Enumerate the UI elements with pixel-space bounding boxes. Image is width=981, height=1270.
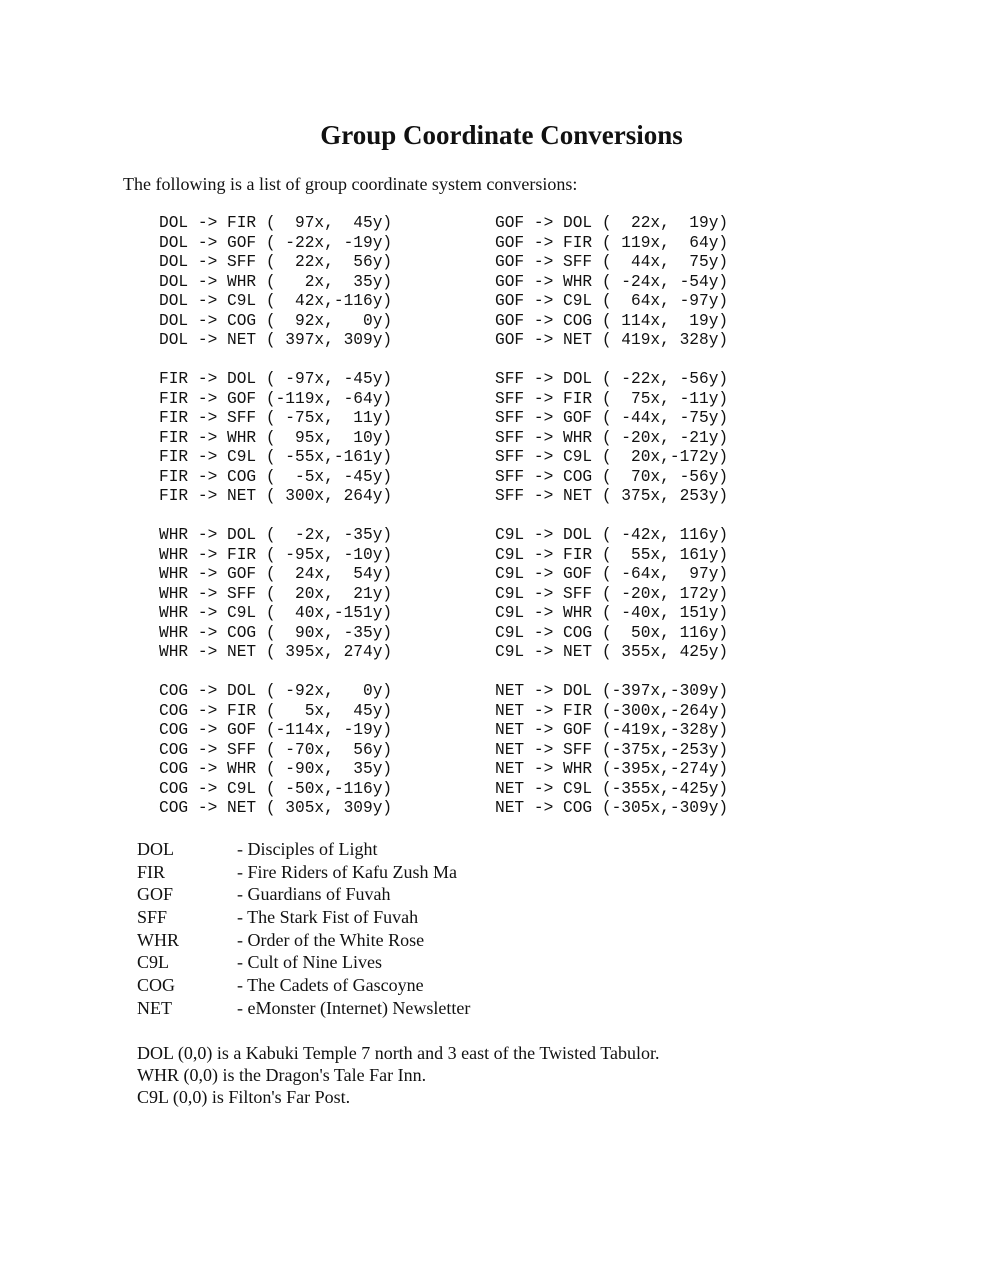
legend-abbr: C9L <box>137 952 170 973</box>
conversion-row: NET -> COG (-305x,-309y) <box>495 799 729 817</box>
legend-item <box>137 997 470 1020</box>
conversion-row: WHR -> SFF ( 20x, 21y) <box>159 584 393 603</box>
legend-desc: - Guardians of Fuvah <box>237 884 391 905</box>
conversion-row: FIR -> C9L ( -55x,-161y) <box>159 448 393 466</box>
conversion-row: WHR -> C9L ( 40x,-151y) <box>159 604 393 622</box>
legend-desc: - The Cadets of Gascoyne <box>237 975 424 996</box>
conversion-row: GOF -> FIR ( 119x, 64y) <box>495 233 729 252</box>
conversion-row: C9L -> COG ( 50x, 116y) <box>495 623 729 642</box>
conversion-row: FIR -> GOF (-119x, -64y) <box>159 389 393 408</box>
conversion-row: NET -> FIR (-300x,-264y) <box>495 701 729 720</box>
conversion-row: WHR -> COG ( 90x, -35y) <box>159 623 393 642</box>
conversion-row: WHR -> FIR ( -95x, -10y) <box>159 545 393 564</box>
conversion-row: SFF -> WHR ( -20x, -21y) <box>495 428 729 447</box>
conversion-group <box>159 214 392 351</box>
conversion-row: SFF -> COG ( 70x, -56y) <box>495 467 729 486</box>
conversion-row: FIR -> DOL ( -97x, -45y) <box>159 370 393 388</box>
conversion-row: GOF -> C9L ( 64x, -97y) <box>495 292 729 310</box>
page-title: Group Coordinate Conversions <box>320 120 683 150</box>
legend-desc: - The Stark Fist of Fuvah <box>237 907 419 928</box>
legend-abbr: FIR <box>137 861 166 882</box>
conversion-group <box>495 370 728 507</box>
legend-abbr: WHR <box>137 929 179 950</box>
legend-abbr: COG <box>137 975 176 996</box>
origin-note: C9L (0,0) is Filton's Far Post. <box>137 1087 351 1107</box>
legend-abbr: NET <box>137 997 172 1018</box>
conversion-row: DOL -> GOF ( -22x, -19y) <box>159 233 393 252</box>
conversion-row: NET -> DOL (-397x,-309y) <box>495 682 729 700</box>
conversion-row: WHR -> DOL ( -2x, -35y) <box>159 526 393 544</box>
conversion-group <box>495 682 728 819</box>
conversion-row: GOF -> DOL ( 22x, 19y) <box>495 214 729 232</box>
conversion-row: GOF -> NET ( 419x, 328y) <box>495 331 729 349</box>
legend-item <box>137 929 470 952</box>
conversion-group <box>495 214 728 351</box>
legend-desc: - Cult of Nine Lives <box>237 952 382 973</box>
conversion-row: NET -> C9L (-355x,-425y) <box>495 779 729 798</box>
conversion-row: SFF -> FIR ( 75x, -11y) <box>495 389 729 408</box>
origin-notes <box>137 1042 659 1108</box>
conversion-group <box>495 526 728 663</box>
conversion-row: NET -> SFF (-375x,-253y) <box>495 740 729 759</box>
conversions-right-column <box>495 214 728 838</box>
conversion-row: SFF -> NET ( 375x, 253y) <box>495 487 729 505</box>
conversion-row: GOF -> SFF ( 44x, 75y) <box>495 253 729 271</box>
conversion-row: DOL -> WHR ( 2x, 35y) <box>159 272 393 291</box>
conversion-row: COG -> C9L ( -50x,-116y) <box>159 779 393 798</box>
legend-abbr: DOL <box>137 839 174 859</box>
conversion-row: COG -> GOF (-114x, -19y) <box>159 721 393 739</box>
conversion-row: SFF -> GOF ( -44x, -75y) <box>495 409 729 427</box>
conversion-row: FIR -> NET ( 300x, 264y) <box>159 487 393 505</box>
conversion-row: NET -> GOF (-419x,-328y) <box>495 721 729 739</box>
conversion-row: GOF -> WHR ( -24x, -54y) <box>495 272 729 291</box>
legend-desc: - Fire Riders of Kafu Zush Ma <box>237 861 457 882</box>
conversion-row: WHR -> NET ( 395x, 274y) <box>159 643 393 661</box>
conversion-row: DOL -> COG ( 92x, 0y) <box>159 311 393 330</box>
conversion-group <box>159 526 392 663</box>
group-legend <box>137 838 470 1020</box>
conversion-row: DOL -> FIR ( 97x, 45y) <box>159 214 393 232</box>
conversion-row: SFF -> C9L ( 20x,-172y) <box>495 448 729 466</box>
conversion-row: C9L -> NET ( 355x, 425y) <box>495 643 729 661</box>
conversion-row: FIR -> WHR ( 95x, 10y) <box>159 428 393 447</box>
conversion-row: DOL -> NET ( 397x, 309y) <box>159 331 393 349</box>
origin-note: WHR (0,0) is the Dragon's Tale Far Inn. <box>137 1065 427 1085</box>
conversion-group <box>159 682 392 819</box>
conversion-row: FIR -> COG ( -5x, -45y) <box>159 467 393 486</box>
legend-abbr: GOF <box>137 884 174 905</box>
conversion-row: C9L -> DOL ( -42x, 116y) <box>495 526 729 544</box>
conversion-row: FIR -> SFF ( -75x, 11y) <box>159 409 393 427</box>
conversion-row: C9L -> WHR ( -40x, 151y) <box>495 604 729 622</box>
conversion-row: C9L -> SFF ( -20x, 172y) <box>495 584 729 603</box>
conversion-group <box>159 370 392 507</box>
conversion-row: COG -> DOL ( -92x, 0y) <box>159 682 393 700</box>
conversion-row: NET -> WHR (-395x,-274y) <box>495 760 729 778</box>
conversion-row: COG -> FIR ( 5x, 45y) <box>159 701 393 720</box>
legend-item <box>137 861 470 884</box>
legend-abbr: SFF <box>137 907 168 928</box>
conversion-row: C9L -> GOF ( -64x, 97y) <box>495 565 729 583</box>
conversion-row: COG -> WHR ( -90x, 35y) <box>159 760 393 778</box>
legend-item <box>137 951 470 974</box>
intro-text: The following is a list of group coordinate system conversions: <box>123 174 578 194</box>
legend-item <box>137 974 470 997</box>
conversion-row: SFF -> DOL ( -22x, -56y) <box>495 370 729 388</box>
conversion-row: COG -> SFF ( -70x, 56y) <box>159 740 393 759</box>
conversion-row: WHR -> GOF ( 24x, 54y) <box>159 565 393 583</box>
origin-note: DOL (0,0) is a Kabuki Temple 7 north and 3 east of the Twisted Tabulor. <box>137 1043 660 1063</box>
conversion-row: GOF -> COG ( 114x, 19y) <box>495 311 729 330</box>
conversion-row: DOL -> C9L ( 42x,-116y) <box>159 292 393 310</box>
legend-item <box>137 838 470 861</box>
conversion-row: C9L -> FIR ( 55x, 161y) <box>495 545 729 564</box>
legend-desc: - eMonster (Internet) Newsletter <box>237 997 471 1018</box>
legend-item <box>137 883 470 906</box>
legend-item <box>137 906 470 929</box>
conversion-row: COG -> NET ( 305x, 309y) <box>159 799 393 817</box>
conversions-left-column <box>159 214 392 838</box>
conversion-row: DOL -> SFF ( 22x, 56y) <box>159 253 393 271</box>
legend-desc: - Order of the White Rose <box>237 929 425 950</box>
legend-desc: - Disciples of Light <box>237 839 378 859</box>
